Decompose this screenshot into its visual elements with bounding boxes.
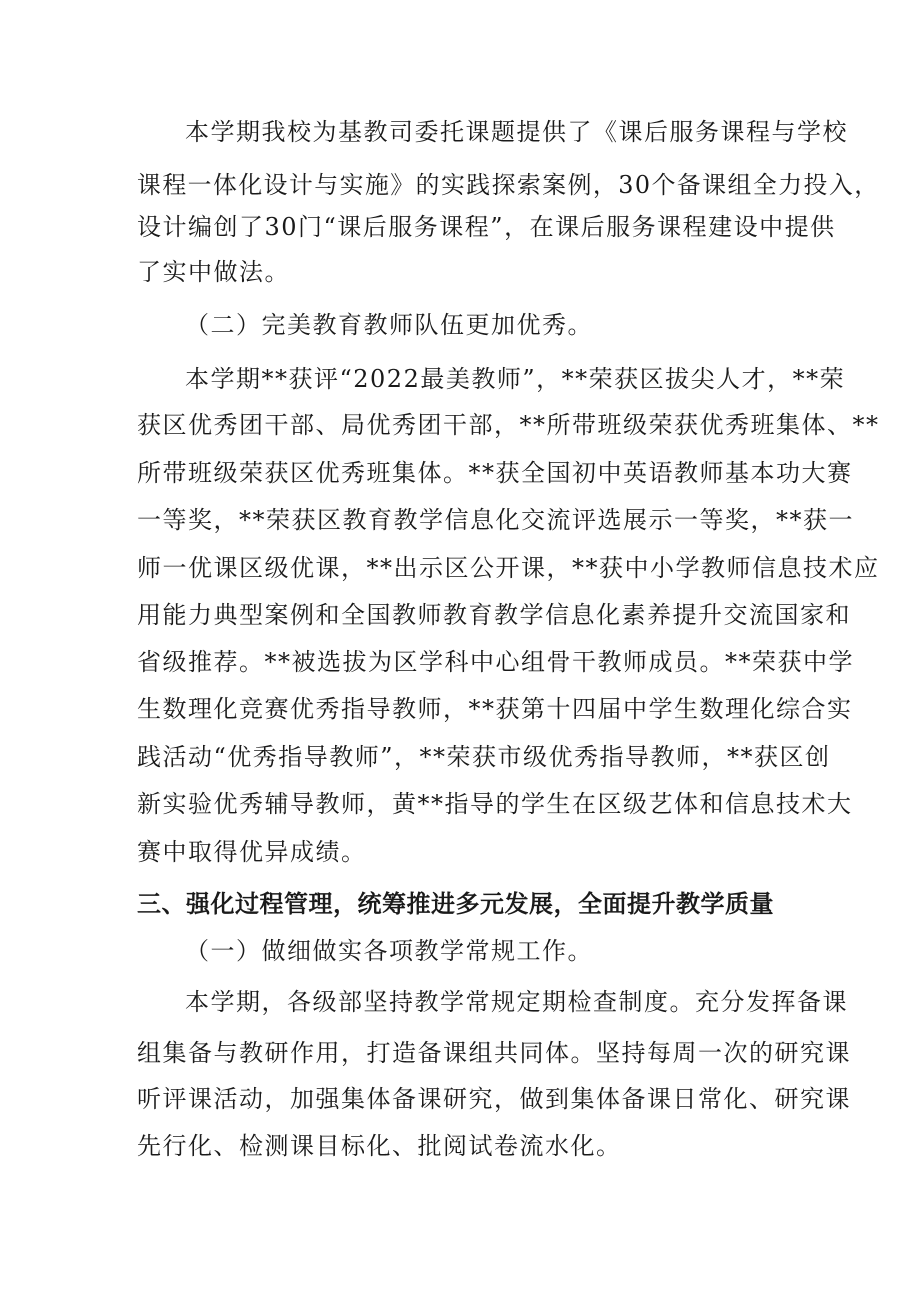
text-line: 获区优秀团干部、局优秀团干部，**所带班级荣获优秀班集体、** [137, 411, 880, 439]
text-line: 用能力典型案例和全国教师教育教学信息化素养提升交流国家和 [137, 601, 851, 629]
text-line: 了实中做法。 [137, 258, 290, 286]
text-line: 听评课活动，加强集体备课研究，做到集体备课日常化、研究课 [137, 1085, 851, 1113]
text-line: 所带班级荣获区优秀班集体。**获全国初中英语教师基本功大赛 [137, 459, 853, 487]
subheading-teacher-team: （二）完美教育教师队伍更加优秀。 [185, 311, 593, 339]
text-line: 生数理化竞赛优秀指导教师，**获第十四届中学生数理化综合实 [137, 695, 853, 723]
text-line: 组集备与教研作用，打造备课组共同体。坚持每周一次的研究课 [137, 1039, 851, 1067]
text-line: 先行化、检测课目标化、批阅试卷流水化。 [137, 1132, 622, 1160]
text-line: 赛中取得优异成绩。 [137, 838, 367, 866]
text-line: 本学期我校为基教司委托课题提供了《课后服务课程与学校 [185, 118, 848, 146]
section-heading-three: 三、强化过程管理，统筹推进多元发展，全面提升教学质量 [137, 890, 774, 918]
text-line: 一等奖，**荣获区教育教学信息化交流评选展示一等奖，**获一 [137, 506, 854, 534]
text-line: 课程一体化设计与实施》的实践探索案例，30个备课组全力投入， [137, 171, 880, 199]
text-line: 本学期**获评“2022最美教师”，**荣获区拔尖人才，**荣 [185, 365, 846, 393]
subheading-teaching-routine: （一）做细做实各项教学常规工作。 [185, 937, 593, 965]
text-line: 师一优课区级优课，**出示区公开课，**获中小学教师信息技术应 [137, 554, 880, 582]
text-line: 新实验优秀辅导教师，黄**指导的学生在区级艺体和信息技术大 [137, 790, 853, 818]
text-line: 设计编创了30门“课后服务课程”，在课后服务课程建设中提供 [137, 213, 836, 241]
text-line: 践活动“优秀指导教师”，**荣获市级优秀指导教师，**获区创 [137, 743, 831, 771]
text-line: 省级推荐。**被选拔为区学科中心组骨干教师成员。**荣获中学 [137, 648, 854, 676]
text-line: 本学期，各级部坚持教学常规定期检查制度。充分发挥备课 [185, 988, 848, 1016]
